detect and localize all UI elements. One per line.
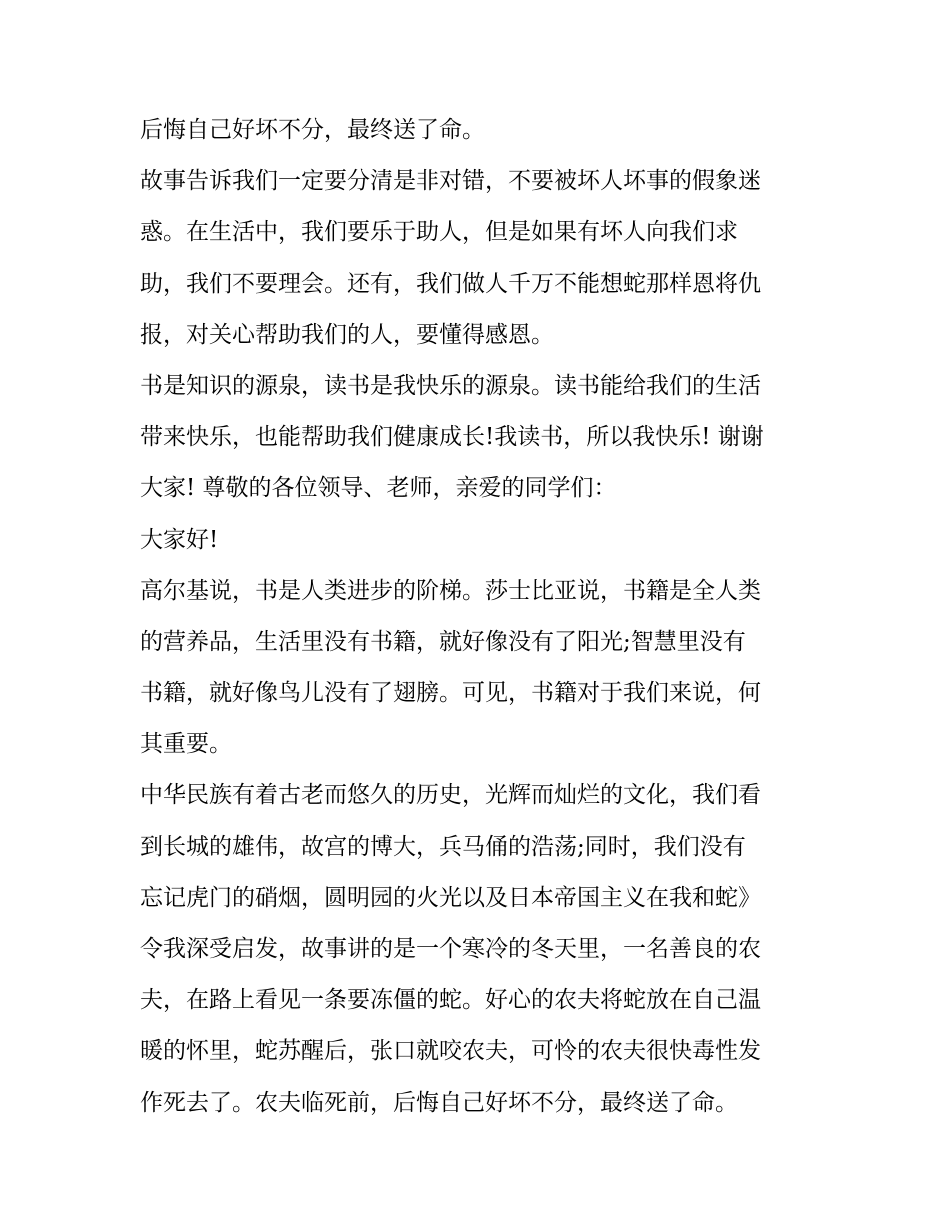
text-line: 中华民族有着古老而悠久的历史，光辉而灿烂的文化，我们看 [140, 782, 761, 809]
text-line: 惑。在生活中，我们要乐于助人，但是如果有坏人向我们求 [140, 219, 738, 246]
text-line: 令我深受启发，故事讲的是一个寒冷的冬天里，一名善良的农 [140, 936, 761, 962]
text-line: 书是知识的源泉，读书是我快乐的源泉。读书能给我们的生活 [140, 372, 761, 399]
text-line: 大家好! [140, 526, 219, 553]
text-line: 的营养品，生活里没有书籍，就好像没有了阳光;智慧里没有 [140, 628, 746, 655]
text-line: 忘记虎门的硝烟，圆明园的火光以及日本帝国主义在我和蛇》 [140, 884, 761, 911]
text-line: 其重要。 [140, 731, 232, 758]
text-line: 夫，在路上看见一条要冻僵的蛇。好心的农夫将蛇放在自己温 [140, 987, 761, 1014]
body-text [140, 105, 820, 1129]
text-line: 暖的怀里，蛇苏醒后，张口就咬农夫，可怜的农夫很快毒性发 [140, 1038, 761, 1065]
text-line: 高尔基说，书是人类进步的阶梯。莎士比亚说，书籍是全人类 [140, 577, 761, 604]
text-line: 故事告诉我们一定要分清是非对错，不要被坏人坏事的假象迷 [140, 168, 761, 195]
text-line: 报，对关心帮助我们的人，要懂得感恩。 [140, 321, 554, 348]
text-line: 到长城的雄伟，故宫的博大，兵马俑的浩荡;同时，我们没有 [140, 833, 746, 860]
text-line: 书籍，就好像鸟儿没有了翅膀。可见，书籍对于我们来说，何 [140, 680, 761, 707]
text-line: 助，我们不要理会。还有，我们做人千万不能想蛇那样恩将仇 [140, 270, 761, 297]
text-line: 大家! 尊敬的各位领导、老师，亲爱的同学们： [140, 475, 617, 502]
text-line: 带来快乐，也能帮助我们健康成长!我读书，所以我快乐! 谢谢 [140, 424, 764, 451]
text-line: 后悔自己好坏不分，最终送了命。 [140, 117, 485, 143]
text-line: 作死去了。农夫临死前，后悔自己好坏不分，最终送了命。 [140, 1089, 738, 1116]
